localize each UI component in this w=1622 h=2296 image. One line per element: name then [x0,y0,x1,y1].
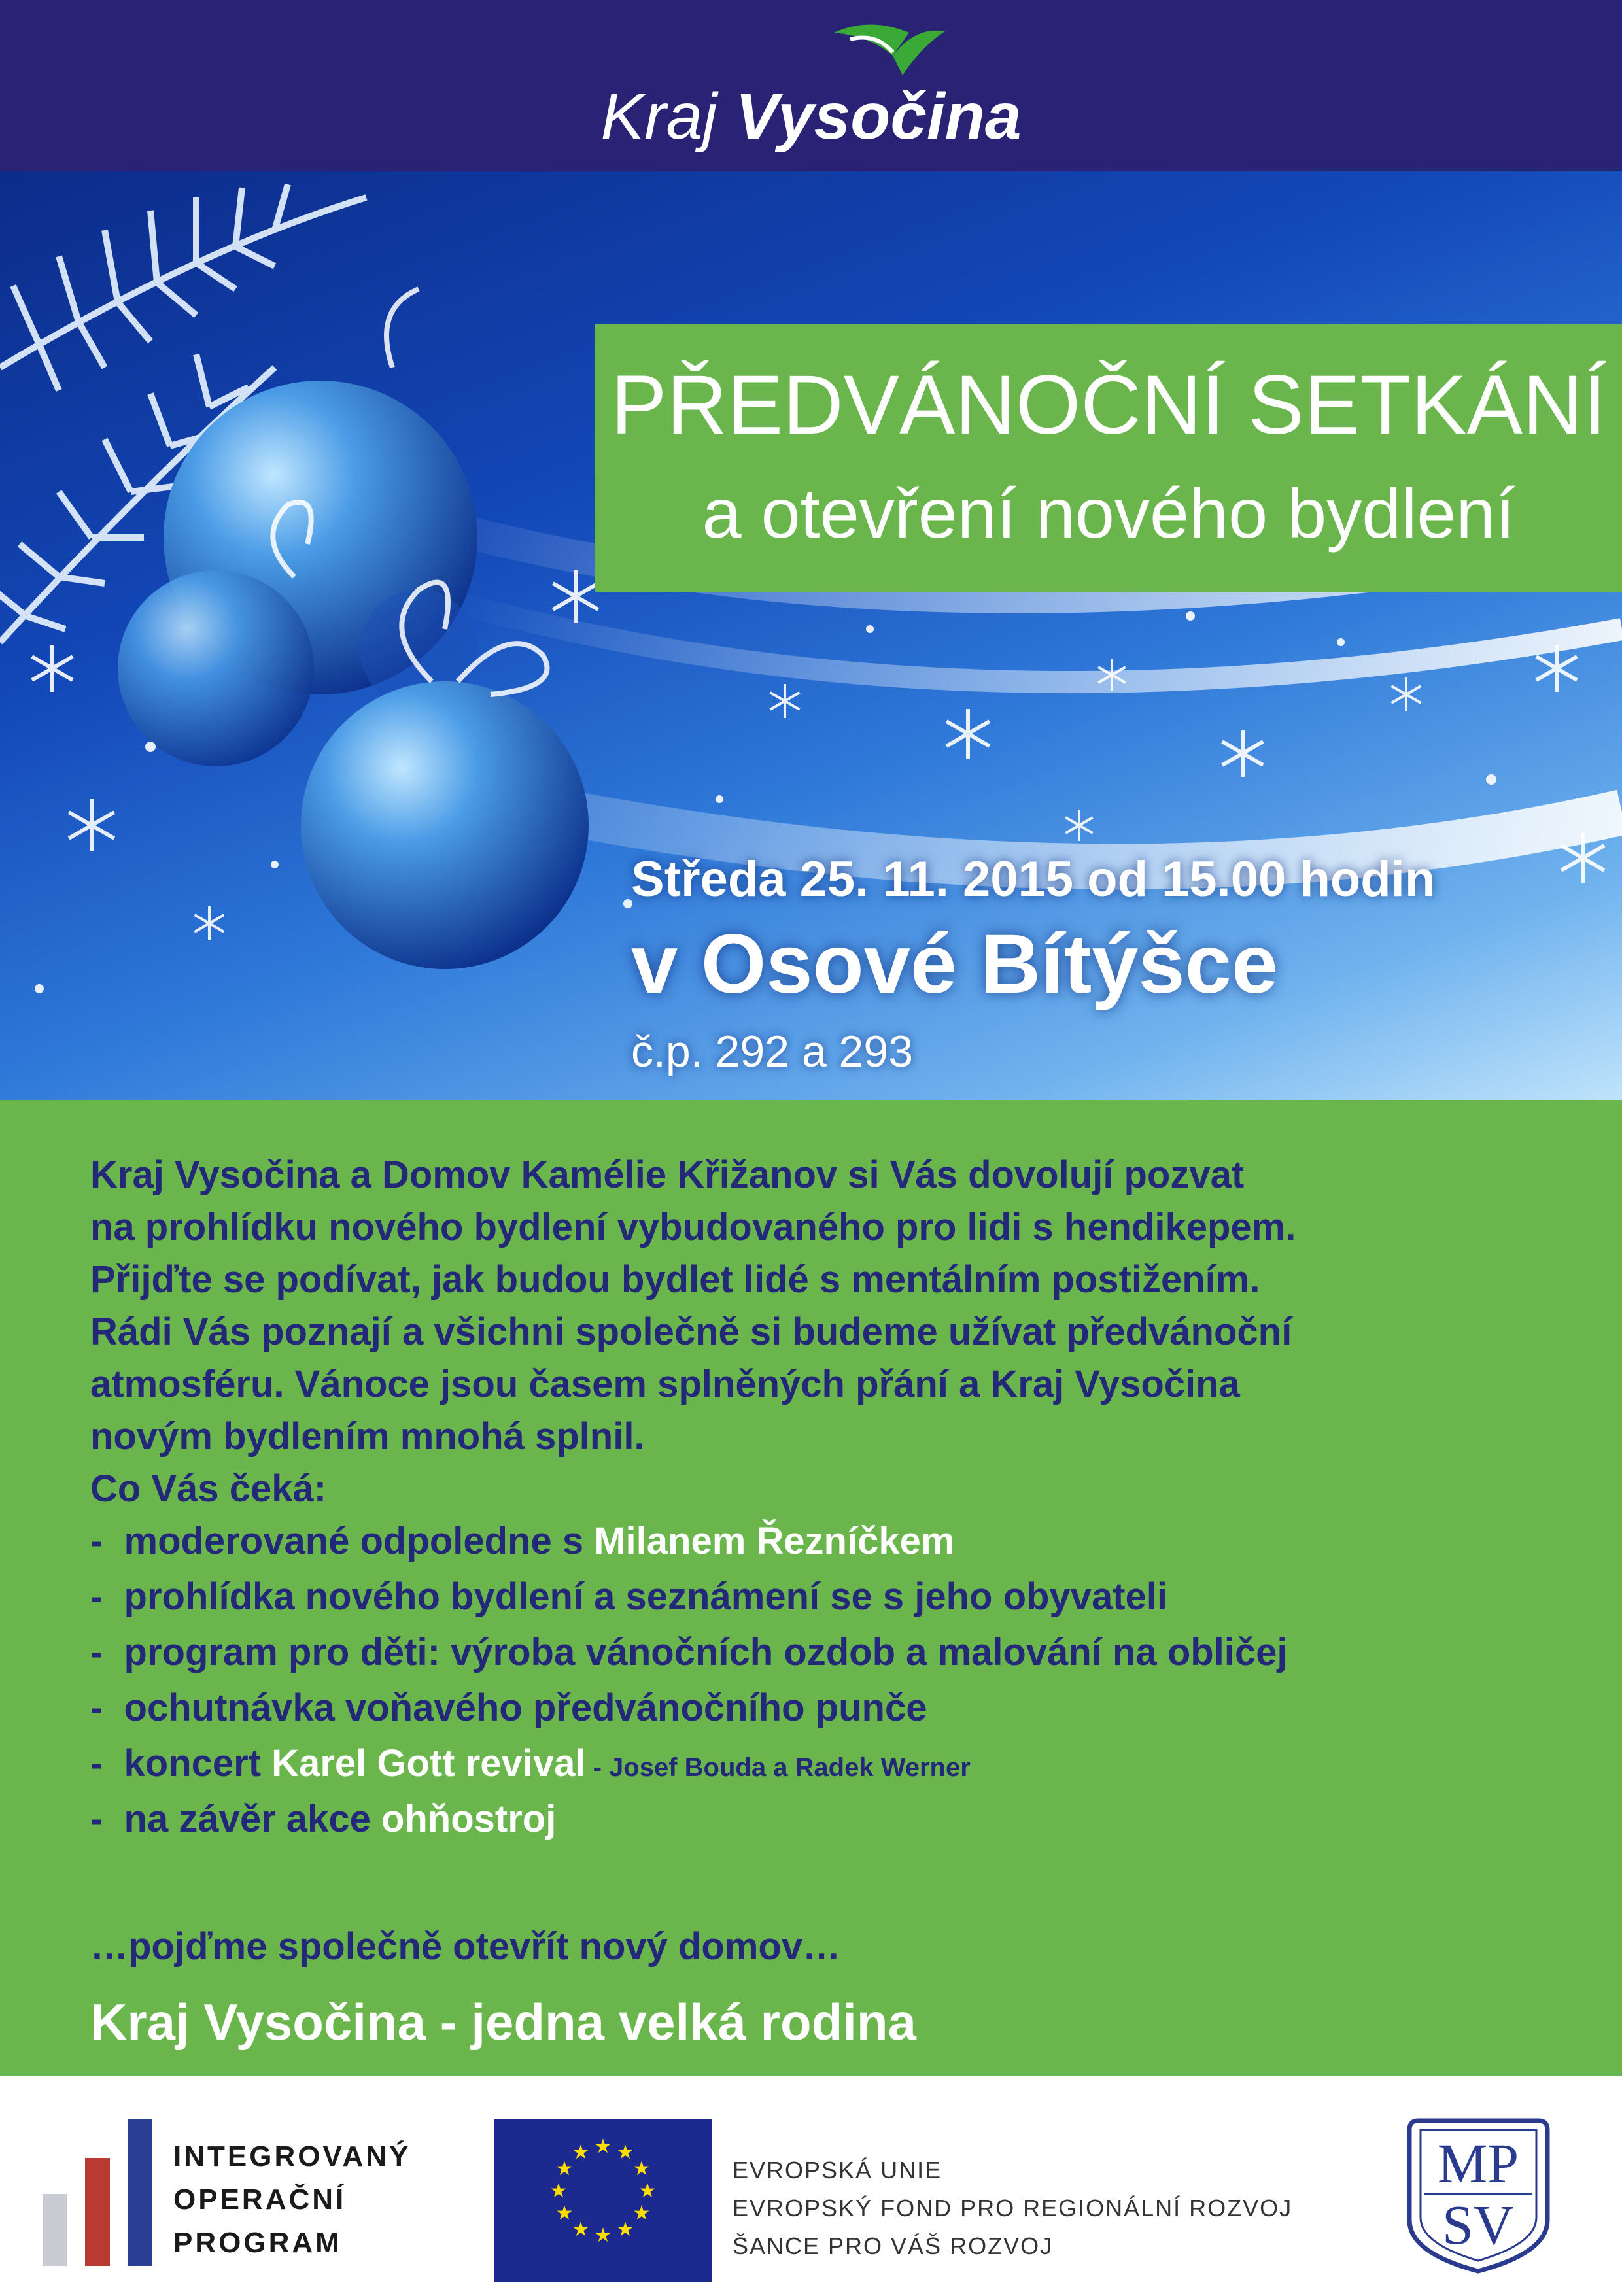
ornament-ball-icon [118,570,314,766]
kraj-vysocina-logo-icon [831,20,948,78]
iop-line: PROGRAM [173,2227,342,2259]
logo-word-kraj: Kraj [600,80,717,153]
program-item-text: - koncert [90,1742,272,1785]
mpsv-top-text: MP [1437,2132,1519,2195]
svg-text:★: ★ [555,2202,574,2225]
event-address: č.p. 292 a 293 [631,1027,914,1076]
program-item-text: - na závěr akce [90,1798,381,1840]
svg-text:★: ★ [594,2135,612,2158]
svg-text:★: ★ [616,2218,634,2241]
light-wave [458,603,1622,682]
christmas-banner [0,171,1622,1100]
logo-word-vysocina: Vysočina [735,80,1022,153]
eu-stars-icon [494,2119,712,2282]
eu-line: EVROPSKÁ UNIE [733,2157,942,2184]
program-heading: Co Vás čeká: [90,1467,327,1510]
program-item-highlight: ohňostroj [381,1798,557,1840]
program-item-text: - ochutnávka voňavého předvánočního punče [90,1687,927,1729]
event-title: PŘEDVÁNOČNÍ SETKÁNÍ [610,358,1607,452]
svg-text:★: ★ [632,2157,651,2180]
program-item [90,1738,971,1794]
svg-text:★: ★ [572,2141,590,2164]
svg-text:★: ★ [549,2180,568,2202]
invitation-line: Přijďte se podívat, jak budou bydlet lidé s mentálním postižením. [90,1258,1260,1301]
header-bar [0,0,1622,171]
svg-text:★: ★ [616,2141,634,2164]
iop-line: INTEGROVANÝ [173,2140,411,2172]
program-item-text: - program pro děti: výroba vánočních ozdob a malování na obličej [90,1631,1288,1673]
invitation-line: Kraj Vysočina a Domov Kamélie Křižanov si Vás dovolují pozvat [90,1154,1245,1196]
iop-logo-icon [39,2102,170,2272]
invitation-line: na prohlídku nového bydlení vybudovaného pro lidi s hendikepem. [90,1206,1296,1248]
program-item [90,1571,1167,1623]
program-item-note: - Josef Bouda a Radek Werner [585,1753,971,1782]
program-item [90,1626,1288,1679]
svg-text:★: ★ [555,2157,574,2180]
event-subtitle: a otevření nového bydlení [702,473,1515,553]
logo-wordmark [0,77,1622,156]
iop-line: OPERAČNÍ [173,2184,347,2216]
ornament-ball-icon [301,681,589,969]
event-title-box [595,324,1622,592]
mpsv-logo-icon [1405,2116,1552,2276]
program-item [90,1682,927,1734]
svg-text:★: ★ [594,2224,612,2247]
closing-line: …pojďme společně otevřít nový domov… [90,1925,841,1968]
svg-text:★: ★ [572,2218,590,2241]
invitation-line: atmosféru. Vánoce jsou časem splněných přání a Kraj Vysočina [90,1363,1240,1405]
invitation-line: Rádi Vás poznají a všichni společně si budeme užívat předvánoční [90,1311,1292,1353]
program-item-highlight: Karel Gott revival [271,1742,586,1785]
svg-text:★: ★ [632,2202,651,2225]
program-item [90,1793,556,1845]
event-place: v Osové Bítýšce [631,917,1278,1011]
program-item-highlight: Milanem Řezníčkem [594,1520,955,1562]
iop-logo-text [173,2135,411,2265]
event-date: Středa 25. 11. 2015 od 15.00 hodin [631,851,1436,907]
slogan: Kraj Vysočina - jedna velká rodina [90,1993,916,2051]
invitation-line: novým bydlením mnohá splnil. [90,1415,645,1458]
program-item-text: - prohlídka nového bydlení a seznámení se s jeho obyvateli [90,1575,1167,1618]
eu-flag-icon [494,2119,712,2282]
program-item [90,1515,954,1568]
eu-line: ŠANCE PRO VÁŠ ROZVOJ [733,2233,1054,2259]
eu-line: EVROPSKÝ FOND PRO REGIONÁLNÍ ROZVOJ [733,2195,1293,2221]
program-item-text: - moderované odpoledne s [90,1520,595,1562]
mpsv-bottom-text: SV [1442,2193,1514,2256]
svg-text:★: ★ [638,2180,657,2202]
eu-logo-text [733,2151,1292,2265]
